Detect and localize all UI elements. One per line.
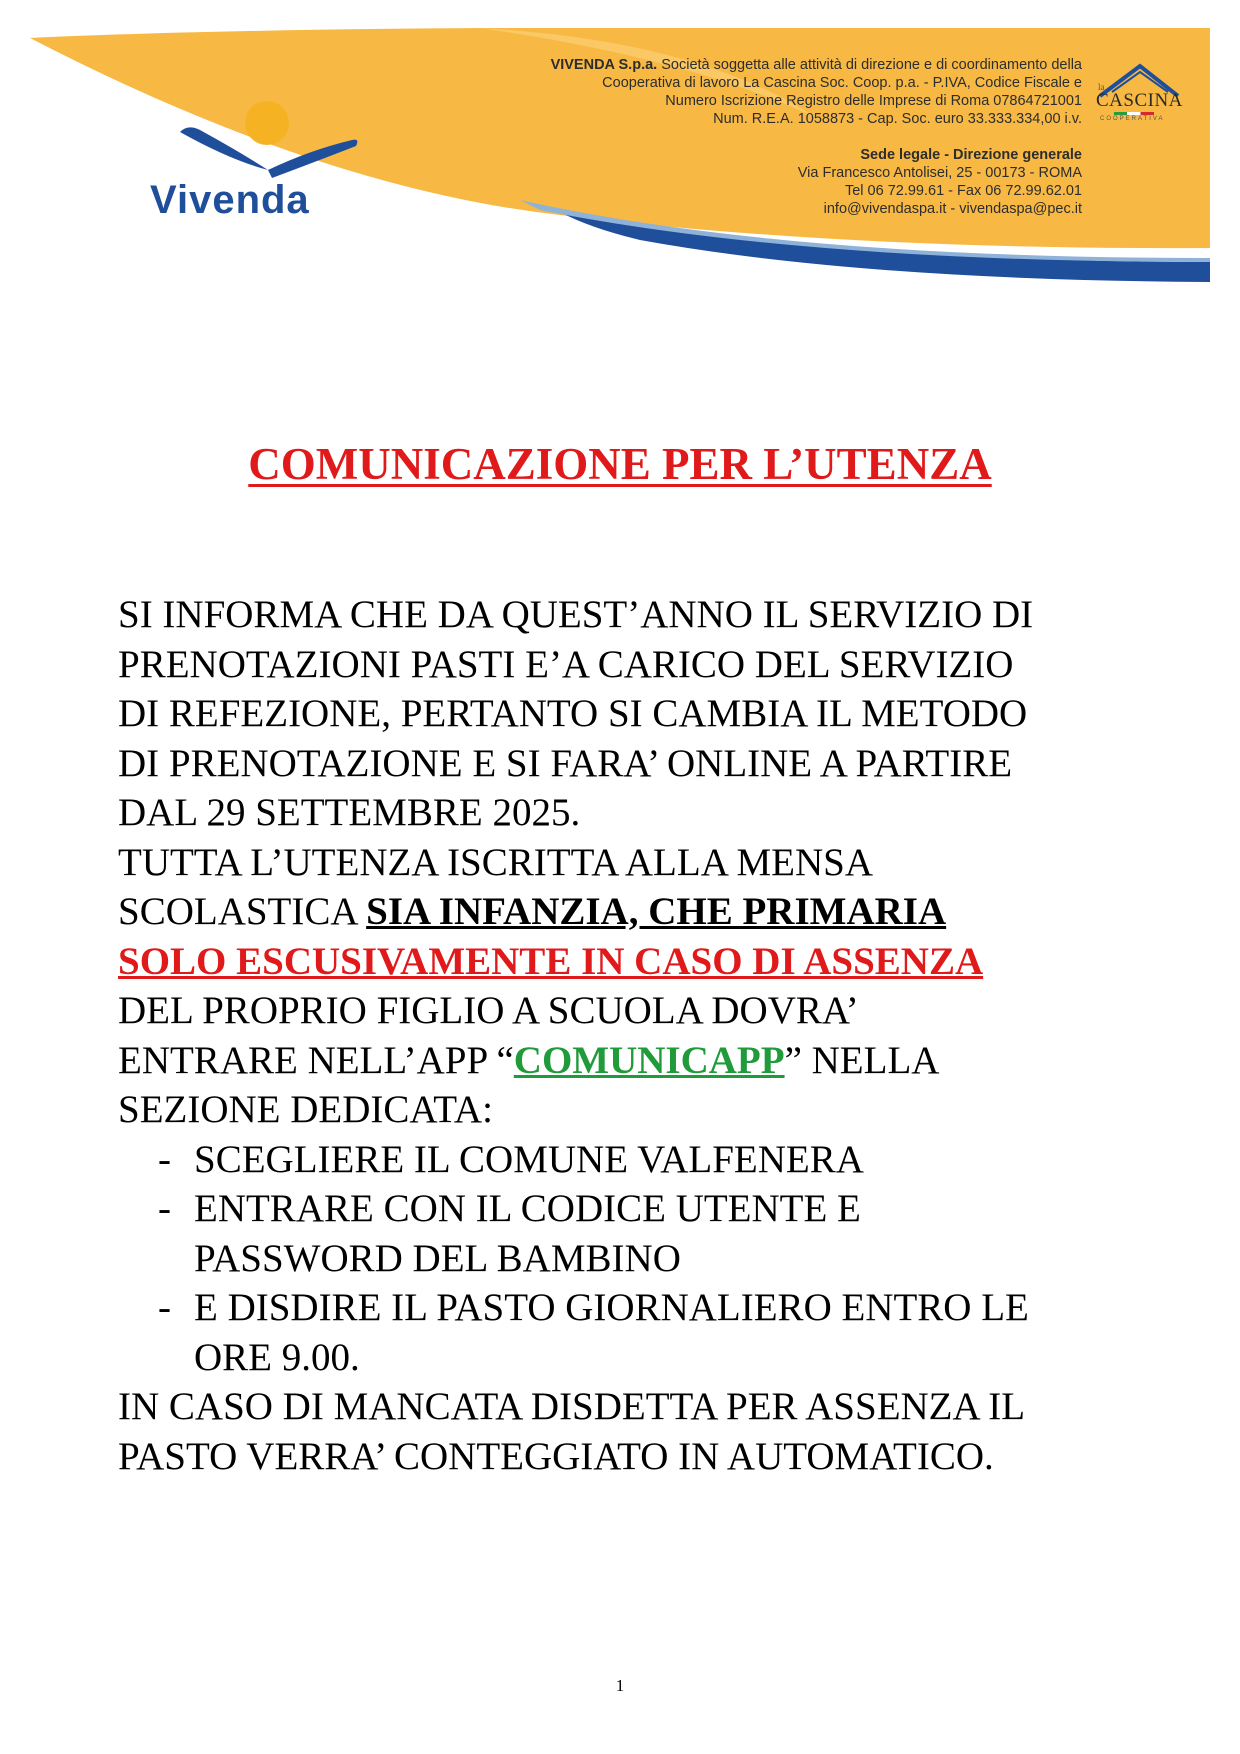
letterhead (0, 0, 1240, 300)
step-text: ENTRARE CON IL CODICE UTENTE E (194, 1187, 861, 1230)
body-line: PRENOTAZIONI PASTI E’A CARICO DEL SERVIZIO (118, 642, 1014, 686)
info-text: Numero Iscrizione Registro delle Imprese di Roma 07864721001 (665, 93, 1082, 109)
cascina-logo-sub: COOPERATIVA (1100, 116, 1165, 122)
list-item (118, 1283, 1128, 1333)
notice-body (118, 590, 1128, 1481)
page-number: 1 (615, 1676, 625, 1695)
list-item-continuation (118, 1234, 1128, 1284)
cascina-logo-word: CASCINA (1096, 90, 1183, 111)
body-line: DEL PROPRIO FIGLIO A SCUOLA DOVRA’ (118, 989, 859, 1032)
list-item-continuation (118, 1333, 1128, 1383)
cascina-logo-small: la (1098, 82, 1105, 92)
info-line (480, 110, 1082, 128)
body-line: PASTO VERRA’ CONTEGGIATO IN AUTOMATICO. (118, 1434, 994, 1478)
list-dash: - (158, 1286, 171, 1329)
body-line (118, 1036, 1128, 1086)
app-suffix: ” NELLA (784, 1038, 940, 1082)
list-dash: - (158, 1187, 171, 1230)
sun-icon (245, 101, 289, 145)
body-line: IN CASO DI MANCATA DISDETTA PER ASSENZA IL (118, 1385, 1026, 1428)
info-text: Cooperativa di lavoro La Cascina Soc. Coop. p.a. - P.IVA, Codice Fiscale e (602, 75, 1082, 91)
info-line (480, 92, 1082, 110)
school-levels-emphasis: SIA INFANZIA, CHE PRIMARIA (366, 890, 947, 933)
seat-email: info@vivendaspa.it - vivendaspa@pec.it (823, 201, 1082, 217)
body-line: DI PRENOTAZIONE E SI FARA’ ONLINE A PARTIRE (118, 741, 1013, 785)
italian-flag-stripe (1114, 112, 1154, 115)
body-line: DAL 29 SETTEMBRE 2025. (118, 791, 581, 834)
list-dash: - (158, 1137, 171, 1181)
steps-list (118, 1135, 1128, 1383)
body-line (118, 937, 1128, 987)
step-text: SCEGLIERE IL COMUNE VALFENERA (194, 1137, 864, 1181)
step-text: PASSWORD DEL BAMBINO (194, 1236, 681, 1280)
list-item (118, 1184, 1128, 1234)
seat-title-text: Sede legale - Direzione generale (860, 147, 1082, 163)
body-line: TUTTA L’UTENZA ISCRITTA ALLA MENSA (118, 840, 873, 884)
seat-address: Via Francesco Antolisei, 25 - 00173 - ROMA (797, 165, 1082, 181)
vivenda-logo-text: Vivenda (150, 178, 310, 222)
scol-prefix: SCOLASTICA (118, 890, 367, 933)
seat-phone: Tel 06 72.99.61 - Fax 06 72.99.62.01 (844, 183, 1082, 199)
body-line (118, 887, 1128, 937)
notice-title: COMUNICAZIONE PER L’UTENZA (248, 439, 992, 489)
info-line (480, 56, 1082, 74)
list-item (118, 1135, 1128, 1185)
company-name: VIVENDA S.p.a. (550, 57, 658, 73)
cascina-logo (1092, 58, 1182, 126)
step-text: E DISDIRE IL PASTO GIORNALIERO ENTRO LE (194, 1286, 1029, 1329)
seat-title (480, 146, 1082, 164)
step-text: ORE 9.00. (194, 1335, 360, 1379)
absence-warning: SOLO ESCUSIVAMENTE IN CASO DI ASSENZA (118, 939, 984, 983)
body-line: SI INFORMA CHE DA QUEST’ANNO IL SERVIZIO DI (118, 593, 1034, 636)
body-line: SEZIONE DEDICATA: (118, 1088, 493, 1131)
info-text: Società soggetta alle attività di direzione e di coordinamento della (657, 57, 1082, 73)
body-line: DI REFEZIONE, PERTANTO SI CAMBIA IL METODO (118, 692, 1028, 735)
info-text: Num. R.E.A. 1058873 - Cap. Soc. euro 33.333.334,00 i.v. (713, 111, 1082, 127)
app-name: COMUNICAPP (513, 1038, 785, 1082)
app-prefix: ENTRARE NELL’APP “ (118, 1038, 514, 1082)
info-line (480, 74, 1082, 92)
company-info (480, 56, 1082, 218)
